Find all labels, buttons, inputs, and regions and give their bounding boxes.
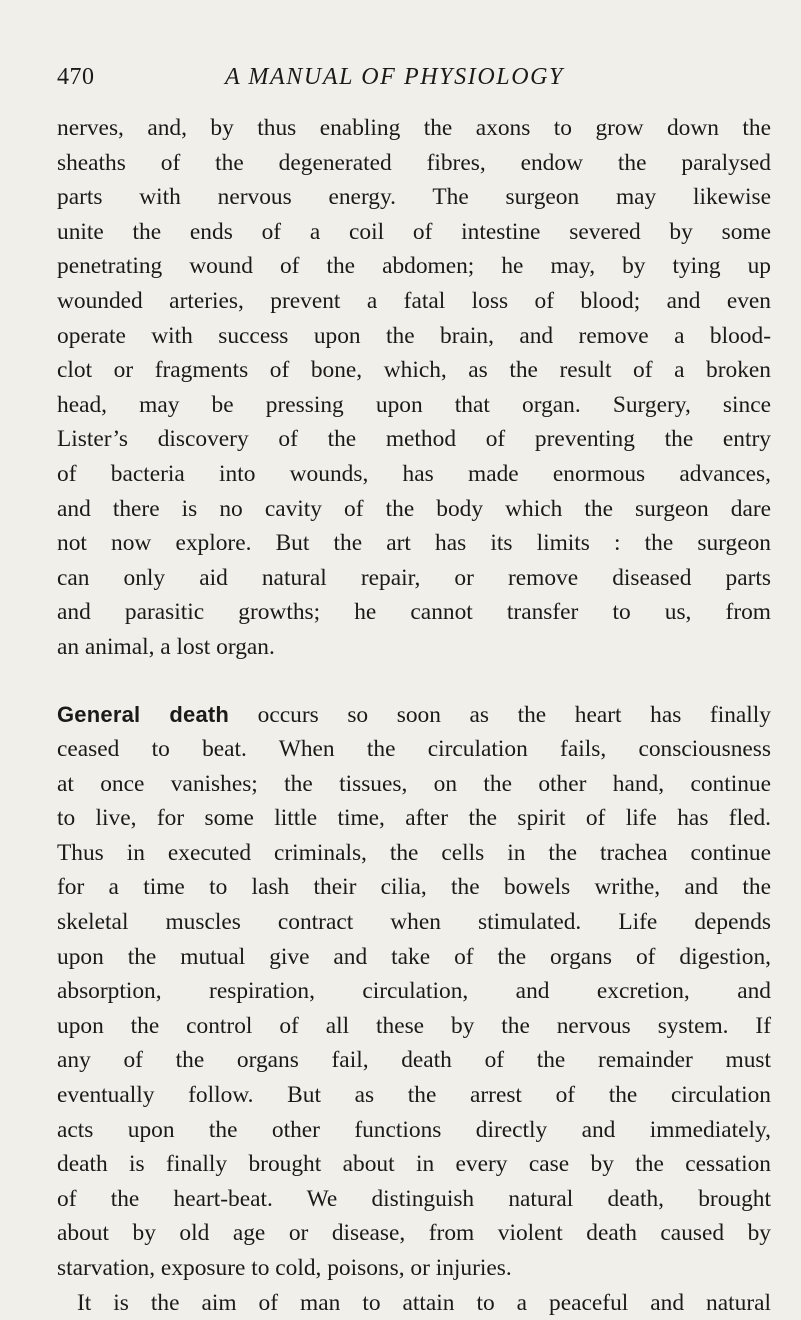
text-line: not now explore. But the art has its limits : the surgeon — [57, 530, 771, 557]
text-line-lead — [57, 698, 771, 733]
text-line: nerves, and, by thus enabling the axons to grow down the — [57, 115, 771, 141]
text-line: and there is no cavity of the body which the surgeon dare — [57, 495, 771, 522]
text-line: starvation, exposure to cold, poisons, or injuries. — [57, 1255, 512, 1281]
paragraph-2 — [57, 698, 771, 1286]
text-line: Lister’s discovery of the method of preventing the entry — [57, 426, 771, 453]
page-number: 470 — [57, 64, 95, 90]
text-line: acts upon the other functions directly and immediately, — [57, 1116, 771, 1143]
text-line: any of the organs fail, death of the remainder must — [57, 1047, 771, 1074]
text-line: upon the mutual give and take of the organs of digestion, — [57, 943, 771, 970]
text-line: unite the ends of a coil of intestine severed by some — [57, 218, 771, 245]
text-line: Thus in executed criminals, the cells in the trachea continue — [57, 839, 771, 866]
body-text — [57, 111, 771, 1320]
text-line: penetrating wound of the abdomen; he may, by tying up — [57, 253, 771, 280]
text-line: sheaths of the degenerated fibres, endow the paralysed — [57, 149, 771, 176]
text-line: an animal, a lost organ. — [57, 633, 275, 660]
text-line: of bacteria into wounds, has made enormous advances, — [57, 460, 771, 487]
book-title: A MANUAL OF PHYSIOLOGY — [225, 64, 565, 90]
text-line: eventually follow. But as the arrest of the circulation — [57, 1082, 771, 1109]
text-line: at once vanishes; the tissues, on the other hand, continue — [57, 770, 771, 797]
text-line: parts with nervous energy. The surgeon may likewise — [57, 184, 771, 211]
paragraph-lead-term: General death — [57, 701, 230, 727]
text-line-rest: occurs so soon as the heart has finally — [229, 701, 771, 728]
running-head — [57, 62, 771, 92]
text-line: about by old age or disease, from violent death caused by — [57, 1220, 771, 1247]
text-line: death is finally brought about in every case by the cessation — [57, 1151, 771, 1178]
text-line: to live, for some little time, after the spirit of life has fled. — [57, 805, 771, 832]
text-line: of the heart-beat. We distinguish natural death, brought — [57, 1185, 771, 1212]
text-line: wounded arteries, prevent a fatal loss of blood; and even — [57, 287, 771, 314]
text-line: can only aid natural repair, or remove diseased parts — [57, 564, 771, 591]
text-line: absorption, respiration, circulation, and excretion, and — [57, 978, 771, 1005]
text-line: operate with success upon the brain, and remove a blood- — [57, 322, 771, 349]
paragraph-3 — [57, 1286, 771, 1320]
text-line: upon the control of all these by the nervous system. If — [57, 1012, 771, 1039]
text-line: head, may be pressing upon that organ. Surgery, since — [57, 391, 771, 418]
text-line: It is the aim of man to attain to a peaceful and natural — [77, 1289, 771, 1316]
text-line: for a time to lash their cilia, the bowels writhe, and the — [57, 874, 771, 901]
text-line: skeletal muscles contract when stimulated. Life depends — [57, 909, 771, 936]
text-line: and parasitic growths; he cannot transfer to us, from — [57, 599, 771, 626]
paragraph-1 — [57, 111, 771, 665]
text-line: clot or fragments of bone, which, as the result of a broken — [57, 357, 771, 384]
text-line: ceased to beat. When the circulation fails, consciousness — [57, 736, 771, 763]
